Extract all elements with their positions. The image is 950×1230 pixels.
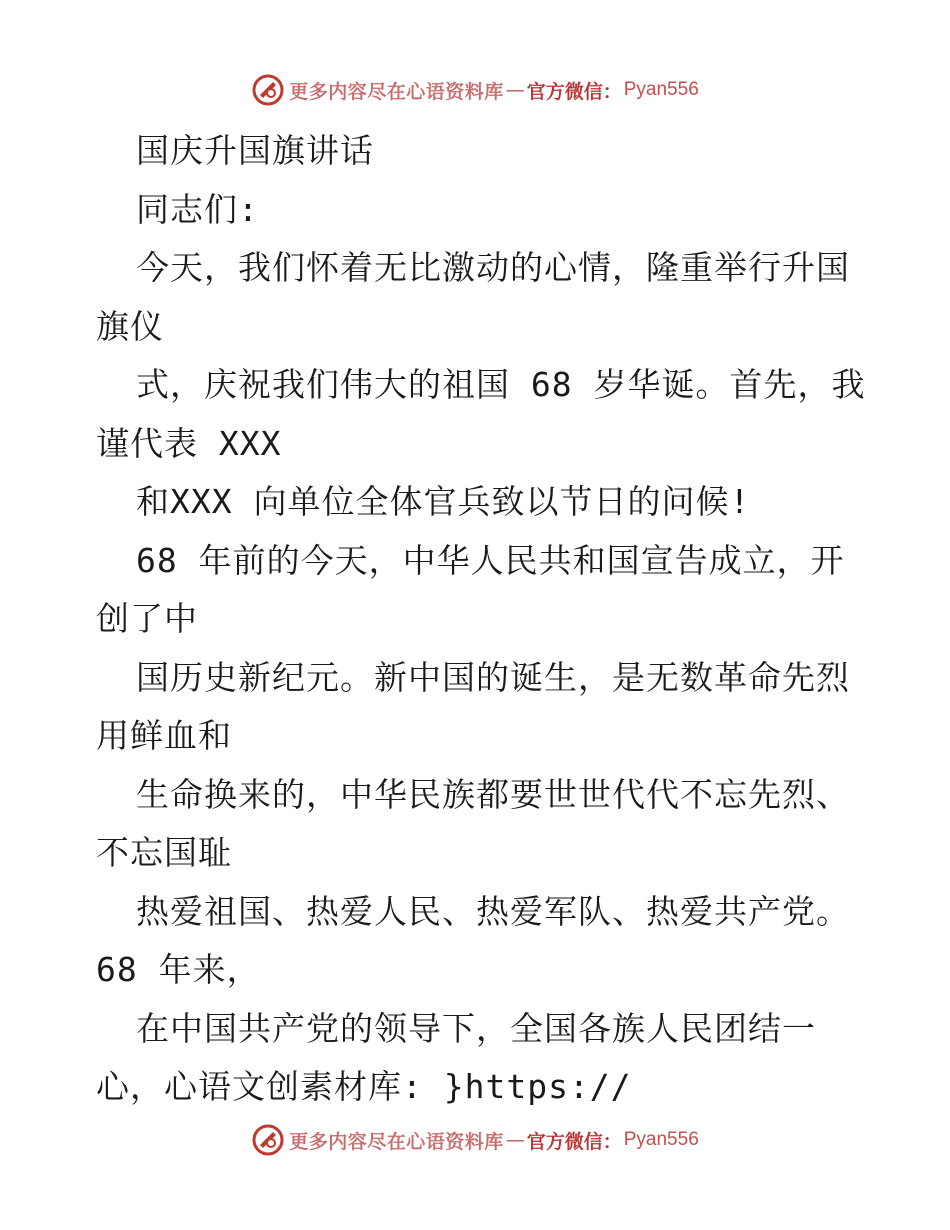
doc-salutation: 同志们: bbox=[136, 189, 259, 229]
banner-slogan: 更多内容尽在心语资料库 bbox=[289, 80, 504, 103]
doc-line: 旗仪 bbox=[96, 306, 164, 346]
doc-line: 不忘国耻 bbox=[96, 833, 232, 872]
doc-line: 心，心语文创素材库: }https:// bbox=[96, 1067, 632, 1106]
doc-line: 68 年来， bbox=[96, 950, 261, 989]
doc-line: 今天，我们怀着无比激动的心情，隆重举行升国 bbox=[136, 248, 850, 287]
document-body bbox=[96, 122, 866, 1117]
banner-separator: — bbox=[505, 1129, 525, 1151]
banner-wechat-id: Pyan556 bbox=[623, 79, 699, 100]
header-banner bbox=[0, 68, 950, 112]
banner-separator: — bbox=[505, 79, 525, 101]
banner-wechat-id: Pyan556 bbox=[623, 1129, 699, 1150]
doc-line: 生命换来的，中华民族都要世世代代不忘先烈、 bbox=[136, 774, 850, 814]
doc-line: 国历史新纪元。新中国的诞生，是无数革命先烈 bbox=[136, 657, 850, 697]
doc-title: 国庆升国旗讲话 bbox=[136, 131, 374, 170]
doc-line: 创了中 bbox=[96, 599, 198, 638]
doc-line: 68 年前的今天，中华人民共和国宣告成立，开 bbox=[136, 540, 845, 580]
logo-icon bbox=[251, 1123, 285, 1157]
banner-wechat-label: 官方微信： bbox=[526, 80, 622, 103]
doc-line: 热爱祖国、热爱人民、热爱军队、热爱共产党。 bbox=[136, 891, 850, 931]
footer-banner bbox=[0, 1118, 950, 1162]
banner-slogan: 更多内容尽在心语资料库 bbox=[289, 1130, 504, 1153]
banner-wechat-label: 官方微信： bbox=[526, 1130, 622, 1153]
doc-line: 式，庆祝我们伟大的祖国 68 岁华诞。首先，我 bbox=[136, 365, 866, 404]
doc-line: 用鲜血和 bbox=[96, 716, 232, 755]
logo-icon bbox=[251, 73, 285, 107]
doc-line: 在中国共产党的领导下，全国各族人民团结一 bbox=[136, 1008, 816, 1048]
doc-line: 和XXX 向单位全体官兵致以节日的问候! bbox=[136, 482, 751, 521]
doc-line: 谨代表 XXX bbox=[96, 423, 282, 463]
